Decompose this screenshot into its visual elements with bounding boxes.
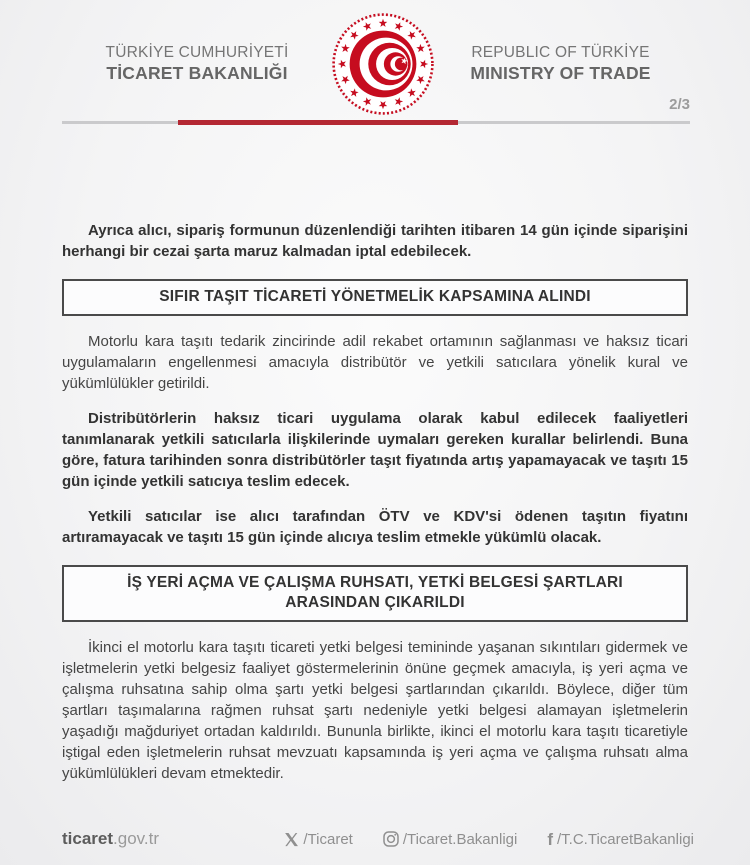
paragraph-s1-3: Yetkili satıcılar ise alıcı tarafından ÖTV ve KDV'si ödenen taşıtın fiyatını artıramayacak ve taşıtı 15 gün içinde alıcıya teslim etmekle yükümlü olacak. xyxy=(62,508,688,546)
facebook-handle: /T.C.TicaretBakanligi xyxy=(557,830,694,848)
x-icon xyxy=(284,832,299,847)
ministry-name-tr-line2: TİCARET BAKANLIĞI xyxy=(106,62,288,83)
section-heading-2: İŞ YERİ AÇMA VE ÇALIŞMA RUHSATI, YETKİ BELGESİ ŞARTLARI ARASINDAN ÇIKARILDI xyxy=(62,565,688,622)
instagram-social-link[interactable] xyxy=(383,831,518,848)
instagram-handle: /Ticaret.Bakanligi xyxy=(402,830,518,848)
paragraph-intro: Ayrıca alıcı, sipariş formunun düzenlendiği tarihten itibaren 14 gün içinde siparişini herhangi bir cezai şarta maruz kalmadan iptal edebilecek. xyxy=(62,222,688,260)
ministry-name-en-line2: MINISTRY OF TRADE xyxy=(470,62,651,83)
paragraph-s2-1: İkinci el motorlu kara taşıtı ticareti yetki belgesi temininde yaşanan sıkıntıları gidermek ve işletmelerin yetki belgesiz faaliyet göstermelerinin önüne geçmek amacıyla, iş yeri açma ve çalışma ruhsatına sahip olma şartı yetki belgesi şartlarından çıkarıldı. Böylece, diğer tüm şartları taşımalarına rağmen ruhsat şartı nedeniyle yetki belgesi alamayan işletmelerin yaşadığı mağduriyet ortadan kaldırıldı. Bununla birlikte, ikinci el motorlu kara taşıtı ticaretiyle iştigal eden işletmelerin ruhsat mevzuatı kapsamında iş yeri açma ve çalışma ruhsatı alma yükümlülükleri devam etmektedir. xyxy=(62,639,688,782)
divider-red-segment xyxy=(178,120,457,125)
ministry-name-tr-line1: TÜRKİYE CUMHURİYETİ xyxy=(105,44,289,62)
x-social-link[interactable] xyxy=(284,831,352,848)
website-link-rest: .gov.tr xyxy=(113,829,160,848)
paragraph-s1-2: Distribütörlerin haksız ticari uygulama olarak kabul edilecek faaliyetleri tanımlanarak yetkili satıcılarla ilişkilerinde uymaları gereken kurallar belirlendi. Buna göre, fatura tarihinden sonra distribütörler taşıt fiyatında artış yapamayacak ve taşıtı 15 gün içinde yetkili satıcıya teslim edecek. xyxy=(62,410,688,490)
x-handle: /Ticaret xyxy=(303,830,353,848)
facebook-icon: f xyxy=(547,829,553,849)
document-body xyxy=(62,220,688,798)
divider-line xyxy=(62,121,690,124)
website-link-bold: ticaret xyxy=(62,829,114,848)
social-links xyxy=(284,831,694,848)
paragraph-s1-1: Motorlu kara taşıtı tedarik zincirinde adil rekabet ortamının sağlanması ve haksız ticari uygulamaların engellenmesi amacıyla distribütör ve yetkili satıcılara yönelik kural ve yükümlülükler getirildi. xyxy=(62,333,688,392)
page-indicator: 2/3 xyxy=(669,96,690,113)
section-heading-1: SIFIR TAŞIT TİCARETİ YÖNETMELİK KAPSAMINA ALINDI xyxy=(62,279,688,316)
footer xyxy=(62,829,694,849)
ministry-name-en xyxy=(461,43,661,84)
ministry-name-tr xyxy=(90,43,305,84)
ministry-name-en-line1: REPUBLIC OF TÜRKİYE xyxy=(471,44,650,62)
header xyxy=(0,0,750,116)
ministry-of-trade-emblem-icon xyxy=(331,12,435,116)
instagram-icon xyxy=(383,831,399,847)
facebook-social-link[interactable] xyxy=(547,831,694,848)
website-link[interactable] xyxy=(62,829,159,849)
